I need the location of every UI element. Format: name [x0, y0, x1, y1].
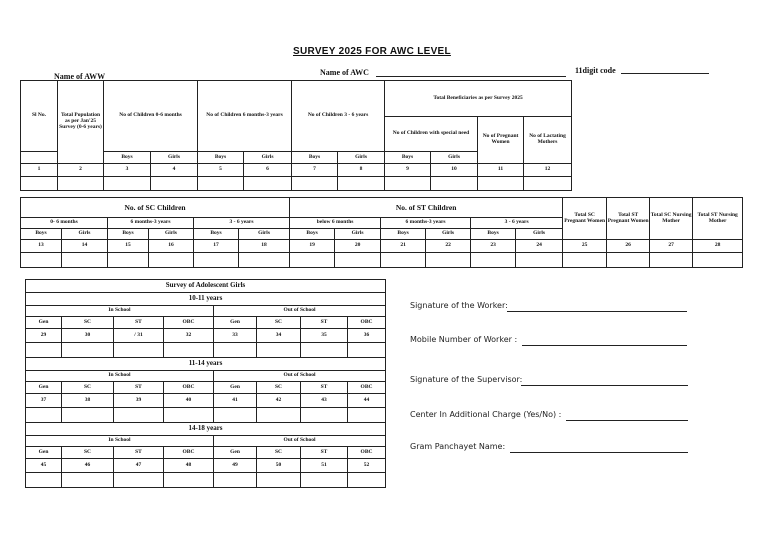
- col-number: 24: [516, 240, 563, 253]
- entry-cell[interactable]: [114, 473, 164, 488]
- entry-cell[interactable]: [426, 253, 471, 268]
- age-3-6y-st-header: 3 - 6 years: [471, 218, 563, 229]
- cat-header: OBC: [164, 447, 214, 459]
- cat-header: SC: [257, 382, 301, 394]
- children-3-6y-header: No of Children 3 - 6 years: [292, 81, 385, 152]
- age-3-6y-header: 3 - 6 years: [194, 218, 290, 229]
- cat-header: OBC: [164, 382, 214, 394]
- entry-cell[interactable]: [26, 408, 62, 423]
- girls-header: Girls: [338, 152, 385, 164]
- col-number: 51: [301, 459, 348, 473]
- total-beneficiaries-header: Total Beneficiaries as per Survey 2025: [385, 81, 572, 117]
- col-number: 35: [301, 329, 348, 343]
- col-number: 26: [607, 240, 650, 253]
- children-6m-3y-header: No of Children 6 months-3 years: [198, 81, 292, 152]
- col-number: 13: [21, 240, 62, 253]
- girls-header: Girls: [431, 152, 478, 164]
- cat-header: SC: [62, 317, 114, 329]
- col-number: 52: [348, 459, 386, 473]
- entry-cell[interactable]: [244, 177, 292, 191]
- cat-header: ST: [301, 317, 348, 329]
- entry-cell[interactable]: [301, 473, 348, 488]
- entry-cell[interactable]: [257, 408, 301, 423]
- girls-header: Girls: [149, 229, 194, 240]
- entry-cell[interactable]: [21, 253, 62, 268]
- age-group-header: 14-18 years: [26, 423, 386, 436]
- col-number: 8: [338, 164, 385, 177]
- entry-cell[interactable]: [21, 177, 58, 191]
- col-number: 12: [524, 164, 572, 177]
- entry-cell[interactable]: [108, 253, 149, 268]
- col-number: 41: [214, 394, 257, 408]
- gram-panchayet-line[interactable]: [510, 452, 688, 453]
- col-number: 9: [385, 164, 431, 177]
- entry-cell[interactable]: [104, 177, 151, 191]
- col-number: 18: [239, 240, 290, 253]
- entry-cell[interactable]: [381, 253, 426, 268]
- supervisor-signature-line[interactable]: [521, 385, 688, 386]
- col-number: 20: [335, 240, 381, 253]
- col-number: 21: [381, 240, 426, 253]
- mobile-number-label: Mobile Number of Worker :: [410, 335, 518, 344]
- cat-header: ST: [301, 447, 348, 459]
- children-0-6m-header: No of Children 0-6 months: [104, 81, 198, 152]
- age-group-header: 11-14 years: [26, 358, 386, 371]
- beneficiaries-table: [20, 80, 572, 191]
- entry-cell[interactable]: [194, 253, 239, 268]
- entry-cell[interactable]: [62, 343, 114, 358]
- additional-charge-label: Center In Additional Charge (Yes/No) :: [410, 410, 562, 419]
- adolescent-title: Survey of Adolescent Girls: [26, 280, 386, 293]
- sl-no-header: Sl No.: [21, 81, 58, 152]
- cat-header: OBC: [348, 447, 386, 459]
- awc-name-line[interactable]: [376, 76, 566, 77]
- pregnant-women-header: No of Pregnant Women: [478, 117, 524, 164]
- out-school-header: Out of School: [214, 436, 386, 447]
- adolescent-girls-table: [25, 279, 386, 488]
- col-number: 3: [104, 164, 151, 177]
- col-number: 17: [194, 240, 239, 253]
- entry-cell[interactable]: [301, 408, 348, 423]
- entry-cell[interactable]: [164, 473, 214, 488]
- entry-cell[interactable]: [214, 473, 257, 488]
- in-school-header: In School: [26, 436, 214, 447]
- entry-cell[interactable]: [478, 177, 524, 191]
- cat-header: Gen: [214, 317, 257, 329]
- col-number: 45: [26, 459, 62, 473]
- entry-cell[interactable]: [257, 343, 301, 358]
- entry-cell[interactable]: [385, 177, 431, 191]
- entry-cell[interactable]: [301, 343, 348, 358]
- additional-charge-line[interactable]: [566, 420, 688, 421]
- cat-header: Gen: [26, 447, 62, 459]
- aww-name-label: Name of AWW: [54, 72, 106, 81]
- col-number: 39: [114, 394, 164, 408]
- col-number: 42: [257, 394, 301, 408]
- worker-signature-label: Signature of the Worker:: [410, 301, 508, 310]
- entry-cell[interactable]: [62, 253, 108, 268]
- cat-header: ST: [114, 382, 164, 394]
- page-title: SURVEY 2025 FOR AWC LEVEL: [293, 46, 451, 57]
- entry-cell[interactable]: [431, 177, 478, 191]
- entry-cell[interactable]: [62, 473, 114, 488]
- col-number: 36: [348, 329, 386, 343]
- col-number: 50: [257, 459, 301, 473]
- col-number: 16: [149, 240, 194, 253]
- st-children-header: No. of ST Children: [290, 198, 563, 218]
- entry-cell[interactable]: [607, 253, 650, 268]
- age-6m-3y-st-header: 6 months-3 years: [381, 218, 471, 229]
- entry-cell[interactable]: [151, 177, 198, 191]
- entry-cell[interactable]: [198, 177, 244, 191]
- col-number: 34: [257, 329, 301, 343]
- col-number: 33: [214, 329, 257, 343]
- col-number: 14: [62, 240, 108, 253]
- col-number: 15: [108, 240, 149, 253]
- girls-header: Girls: [62, 229, 108, 240]
- boys-header: Boys: [194, 229, 239, 240]
- code-line[interactable]: [621, 73, 709, 74]
- col-number: 2: [58, 164, 104, 177]
- cat-header: Gen: [214, 382, 257, 394]
- cat-header: ST: [114, 317, 164, 329]
- age-group-header: 10-11 years: [26, 293, 386, 306]
- girls-header: Girls: [244, 152, 292, 164]
- col-number: 7: [292, 164, 338, 177]
- entry-cell[interactable]: [164, 408, 214, 423]
- boys-header: Boys: [381, 229, 426, 240]
- sl-no-blank: [21, 152, 58, 164]
- cat-header: SC: [62, 447, 114, 459]
- col-number: 19: [290, 240, 335, 253]
- col-number: / 31: [114, 329, 164, 343]
- in-school-header: In School: [26, 371, 214, 382]
- entry-cell[interactable]: [471, 253, 516, 268]
- col-number: 46: [62, 459, 114, 473]
- col-number: 32: [164, 329, 214, 343]
- col-number: 43: [301, 394, 348, 408]
- col-number: 48: [164, 459, 214, 473]
- cat-header: Gen: [214, 447, 257, 459]
- col-number: 23: [471, 240, 516, 253]
- col-number: 6: [244, 164, 292, 177]
- col-number: 1: [21, 164, 58, 177]
- girls-header: Girls: [239, 229, 290, 240]
- out-school-header: Out of School: [214, 371, 386, 382]
- col-number: 4: [151, 164, 198, 177]
- total-st-pregnant-header: Total ST Pregnant Women: [607, 198, 650, 240]
- girls-header: Girls: [335, 229, 381, 240]
- entry-cell[interactable]: [214, 408, 257, 423]
- entry-cell[interactable]: [563, 253, 607, 268]
- total-st-nursing-header: Total ST Nursing Mother: [693, 198, 743, 240]
- age-6m-3y-header: 6 months-3 years: [108, 218, 194, 229]
- entry-cell[interactable]: [239, 253, 290, 268]
- cat-header: Gen: [26, 382, 62, 394]
- col-number: 49: [214, 459, 257, 473]
- entry-cell[interactable]: [257, 473, 301, 488]
- entry-cell[interactable]: [650, 253, 693, 268]
- girls-header: Girls: [151, 152, 198, 164]
- boys-header: Boys: [385, 152, 431, 164]
- girls-header: Girls: [516, 229, 563, 240]
- entry-cell[interactable]: [26, 473, 62, 488]
- col-number: 5: [198, 164, 244, 177]
- entry-cell[interactable]: [524, 177, 572, 191]
- out-school-header: Out of School: [214, 306, 386, 317]
- col-number: 11: [478, 164, 524, 177]
- cat-header: OBC: [348, 382, 386, 394]
- age-0-6m-header: 0- 6 months: [21, 218, 108, 229]
- in-school-header: In School: [26, 306, 214, 317]
- cat-header: Gen: [26, 317, 62, 329]
- entry-cell[interactable]: [149, 253, 194, 268]
- cat-header: ST: [301, 382, 348, 394]
- col-number: 47: [114, 459, 164, 473]
- col-number: 44: [348, 394, 386, 408]
- special-need-header: No of Children with special need: [385, 117, 478, 152]
- entry-cell[interactable]: [164, 343, 214, 358]
- boys-header: Boys: [21, 229, 62, 240]
- girls-header: Girls: [426, 229, 471, 240]
- col-number: 10: [431, 164, 478, 177]
- col-number: 40: [164, 394, 214, 408]
- entry-cell[interactable]: [62, 408, 114, 423]
- col-number: 38: [62, 394, 114, 408]
- col-number: 29: [26, 329, 62, 343]
- gram-panchayet-label: Gram Panchayet Name:: [410, 442, 506, 451]
- entry-cell[interactable]: [693, 253, 743, 268]
- cat-header: SC: [257, 447, 301, 459]
- entry-cell[interactable]: [114, 408, 164, 423]
- entry-cell[interactable]: [214, 343, 257, 358]
- entry-cell[interactable]: [26, 343, 62, 358]
- worker-signature-line[interactable]: [507, 311, 687, 312]
- cat-header: OBC: [164, 317, 214, 329]
- boys-header: Boys: [471, 229, 516, 240]
- boys-header: Boys: [104, 152, 151, 164]
- lactating-mothers-header: No of Lactating Mothers: [524, 117, 572, 164]
- code-label: 11digit code: [575, 66, 616, 75]
- boys-header: Boys: [108, 229, 149, 240]
- entry-cell[interactable]: [114, 343, 164, 358]
- entry-cell[interactable]: [348, 473, 386, 488]
- cat-header: SC: [257, 317, 301, 329]
- entry-cell[interactable]: [348, 343, 386, 358]
- boys-header: Boys: [198, 152, 244, 164]
- sc-st-table: [20, 197, 743, 268]
- col-number: 37: [26, 394, 62, 408]
- awc-name-label: Name of AWC: [320, 68, 369, 77]
- col-number: 28: [693, 240, 743, 253]
- mobile-number-line[interactable]: [522, 345, 687, 346]
- cat-header: OBC: [348, 317, 386, 329]
- entry-cell[interactable]: [335, 253, 381, 268]
- total-sc-pregnant-header: Total SC Pregnant Women: [563, 198, 607, 240]
- supervisor-signature-label: Signature of the Supervisor:: [410, 375, 523, 384]
- entry-cell[interactable]: [292, 177, 338, 191]
- entry-cell[interactable]: [290, 253, 335, 268]
- total-population-header: Total Population as per Jan'25 Survey (0-6 years): [58, 81, 104, 164]
- sc-children-header: No. of SC Children: [21, 198, 290, 218]
- entry-cell[interactable]: [58, 177, 104, 191]
- boys-header: Boys: [290, 229, 335, 240]
- total-sc-nursing-header: Total SC Nursing Mother: [650, 198, 693, 240]
- age-below-6m-header: below 6 months: [290, 218, 381, 229]
- col-number: 30: [62, 329, 114, 343]
- col-number: 27: [650, 240, 693, 253]
- entry-cell[interactable]: [516, 253, 563, 268]
- col-number: 22: [426, 240, 471, 253]
- col-number: 25: [563, 240, 607, 253]
- entry-cell[interactable]: [338, 177, 385, 191]
- boys-header: Boys: [292, 152, 338, 164]
- entry-cell[interactable]: [348, 408, 386, 423]
- cat-header: SC: [62, 382, 114, 394]
- cat-header: ST: [114, 447, 164, 459]
